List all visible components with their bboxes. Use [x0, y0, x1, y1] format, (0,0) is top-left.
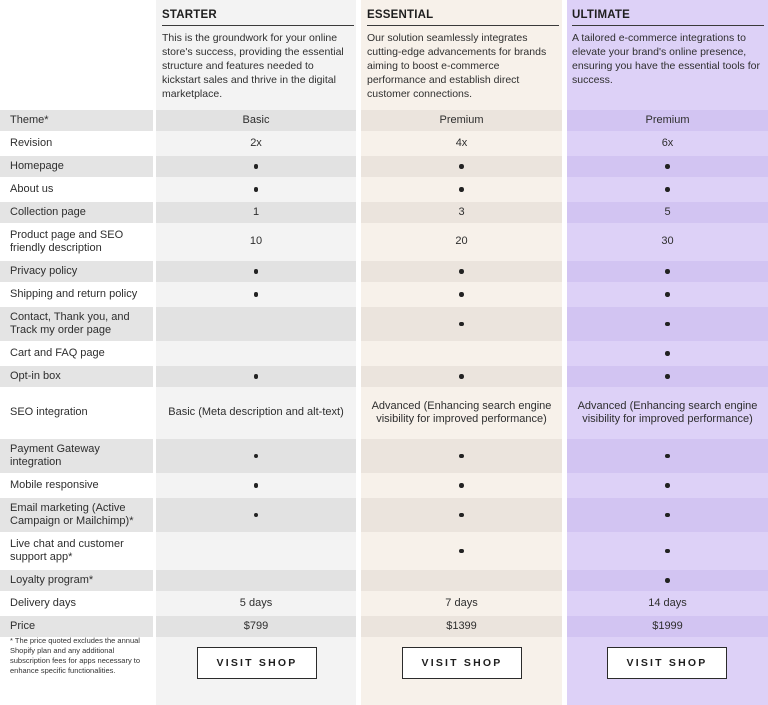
check-dot-icon	[254, 292, 259, 297]
feature-label: About us	[10, 182, 54, 195]
included-dot-ultimate	[567, 284, 768, 305]
feature-value-starter: 10	[249, 235, 263, 248]
check-dot-icon	[254, 483, 259, 488]
feature-value-starter: Basic	[156, 110, 356, 131]
included-dot-starter	[156, 284, 356, 305]
feature-label: Live chat and customer support app*	[10, 537, 124, 563]
feature-value-starter	[156, 307, 356, 341]
table-row	[0, 202, 768, 223]
included-dot-ultimate	[567, 307, 768, 341]
check-dot-icon	[459, 513, 464, 518]
included-dot-starter	[156, 179, 356, 200]
included-dot-essential	[361, 261, 562, 282]
table-row	[0, 133, 768, 154]
plan-header-ultimate	[572, 0, 764, 110]
check-dot-icon	[254, 374, 259, 379]
feature-label: Theme*	[0, 110, 153, 131]
visit-shop-button-essential[interactable]: VISIT SHOP	[402, 647, 522, 679]
table-row	[0, 439, 768, 473]
feature-label: Collection page	[0, 202, 153, 223]
feature-label: Payment Gateway integration	[0, 439, 153, 473]
check-dot-icon	[254, 187, 259, 192]
table-row	[0, 156, 768, 177]
feature-label: SEO integration	[10, 406, 88, 419]
visit-shop-button-starter[interactable]: VISIT SHOP	[197, 647, 317, 679]
table-row	[0, 307, 768, 341]
feature-value-ultimate: 14 days	[648, 596, 687, 609]
feature-label: Contact, Thank you, and Track my order page	[0, 307, 153, 341]
table-row	[0, 498, 768, 532]
table-row	[0, 366, 768, 387]
check-dot-icon	[459, 454, 464, 459]
feature-value-starter: Basic (Meta description and alt-text)	[168, 406, 344, 419]
included-dot-essential	[361, 534, 562, 568]
check-dot-icon	[459, 187, 464, 192]
feature-value-starter: $799	[156, 616, 356, 637]
feature-label: Price	[0, 616, 153, 637]
feature-label: Delivery days	[10, 596, 77, 609]
plan-description: This is the groundwork for your online store's success, providing the essential structure and features needed to kickstart sales and thrive in the digital marketplace.	[162, 32, 344, 100]
table-row	[0, 534, 768, 568]
check-dot-icon	[665, 483, 670, 488]
feature-label: Product page and SEO friendly description	[10, 228, 124, 254]
check-dot-icon	[254, 164, 259, 169]
table-row	[0, 616, 768, 637]
feature-value-starter	[156, 343, 356, 364]
included-dot-starter	[156, 439, 356, 473]
plan-description: Our solution seamlessly integrates cutting-edge advancements for brands aiming to boost e-commerce performance and establish direct customer connections.	[367, 32, 547, 100]
table-row	[0, 225, 768, 259]
check-dot-icon	[665, 351, 670, 356]
plan-header-starter	[162, 0, 354, 110]
check-dot-icon	[665, 513, 670, 518]
check-dot-icon	[665, 187, 670, 192]
check-dot-icon	[665, 578, 670, 583]
feature-label: Cart and FAQ page	[10, 346, 105, 359]
table-row	[0, 261, 768, 282]
check-dot-icon	[254, 454, 259, 459]
table-row	[0, 475, 768, 496]
feature-value-essential: 7 days	[445, 596, 478, 609]
feature-value-essential: Advanced (Enhancing search engine visibility for improved performance)	[371, 399, 552, 425]
included-dot-essential	[361, 498, 562, 532]
included-dot-ultimate	[567, 475, 768, 496]
included-dot-ultimate	[567, 498, 768, 532]
feature-value-essential: 4x	[455, 136, 468, 149]
feature-value-ultimate: 5	[567, 202, 768, 223]
plan-name: ESSENTIAL	[367, 0, 559, 26]
included-dot-ultimate	[567, 261, 768, 282]
table-row	[0, 593, 768, 614]
check-dot-icon	[665, 164, 670, 169]
included-dot-ultimate	[567, 439, 768, 473]
plan-header-essential	[367, 0, 559, 110]
check-dot-icon	[665, 549, 670, 554]
included-dot-ultimate	[567, 366, 768, 387]
check-dot-icon	[254, 269, 259, 274]
visit-shop-button-ultimate[interactable]: VISIT SHOP	[607, 647, 727, 679]
table-row	[0, 570, 768, 591]
feature-value-ultimate: $1999	[567, 616, 768, 637]
included-dot-essential	[361, 179, 562, 200]
included-dot-starter	[156, 156, 356, 177]
included-dot-essential	[361, 156, 562, 177]
feature-value-starter	[156, 570, 356, 591]
feature-value-starter: 1	[156, 202, 356, 223]
table-row	[0, 389, 768, 437]
check-dot-icon	[665, 269, 670, 274]
check-dot-icon	[665, 454, 670, 459]
feature-label: Revision	[10, 136, 53, 149]
feature-label: Loyalty program*	[0, 570, 153, 591]
feature-label: Opt-in box	[0, 366, 153, 387]
included-dot-essential	[361, 307, 562, 341]
feature-value-essential: 20	[455, 235, 468, 248]
table-row	[0, 179, 768, 200]
feature-value-essential: $1399	[361, 616, 562, 637]
check-dot-icon	[459, 164, 464, 169]
feature-value-starter	[156, 534, 356, 568]
included-dot-essential	[361, 475, 562, 496]
table-row	[0, 110, 768, 131]
plan-name: STARTER	[162, 0, 354, 26]
price-footnote: * The price quoted excludes the annual Shopify plan and any additional subscription fees for apps necessary to enhance specific functionalities.	[10, 636, 141, 675]
feature-label: Shipping and return policy	[10, 287, 138, 300]
feature-value-ultimate: Premium	[567, 110, 768, 131]
included-dot-starter	[156, 366, 356, 387]
included-dot-ultimate	[567, 156, 768, 177]
feature-label: Mobile responsive	[10, 478, 99, 491]
included-dot-ultimate	[567, 570, 768, 591]
included-dot-starter	[156, 498, 356, 532]
check-dot-icon	[254, 513, 259, 518]
feature-value-essential	[361, 570, 562, 591]
feature-value-starter: 5 days	[239, 596, 273, 609]
check-dot-icon	[459, 549, 464, 554]
included-dot-ultimate	[567, 179, 768, 200]
feature-value-essential	[361, 343, 562, 364]
feature-label: Privacy policy	[0, 261, 153, 282]
feature-value-essential: Premium	[361, 110, 562, 131]
table-row	[0, 343, 768, 364]
feature-label: Homepage	[0, 156, 153, 177]
check-dot-icon	[665, 322, 670, 327]
feature-value-ultimate: 6x	[661, 136, 674, 149]
check-dot-icon	[459, 322, 464, 327]
feature-comparison-table	[0, 110, 768, 639]
check-dot-icon	[665, 292, 670, 297]
included-dot-ultimate	[567, 343, 768, 364]
included-dot-ultimate	[567, 534, 768, 568]
check-dot-icon	[665, 374, 670, 379]
included-dot-starter	[156, 261, 356, 282]
table-row	[0, 284, 768, 305]
check-dot-icon	[459, 292, 464, 297]
feature-value-starter: 2x	[250, 136, 262, 149]
plan-name: ULTIMATE	[572, 0, 764, 26]
included-dot-essential	[361, 284, 562, 305]
feature-value-ultimate: 30	[661, 235, 674, 248]
check-dot-icon	[459, 374, 464, 379]
check-dot-icon	[459, 269, 464, 274]
feature-label: Email marketing (Active Campaign or Mailchimp)*	[0, 498, 153, 532]
plan-description: A tailored e-commerce integrations to elevate your brand's online presence, ensuring you have the essential tools for success.	[572, 32, 760, 86]
included-dot-essential	[361, 366, 562, 387]
check-dot-icon	[459, 483, 464, 488]
feature-value-essential: 3	[361, 202, 562, 223]
included-dot-essential	[361, 439, 562, 473]
included-dot-starter	[156, 475, 356, 496]
feature-value-ultimate: Advanced (Enhancing search engine visibility for improved performance)	[577, 399, 758, 425]
